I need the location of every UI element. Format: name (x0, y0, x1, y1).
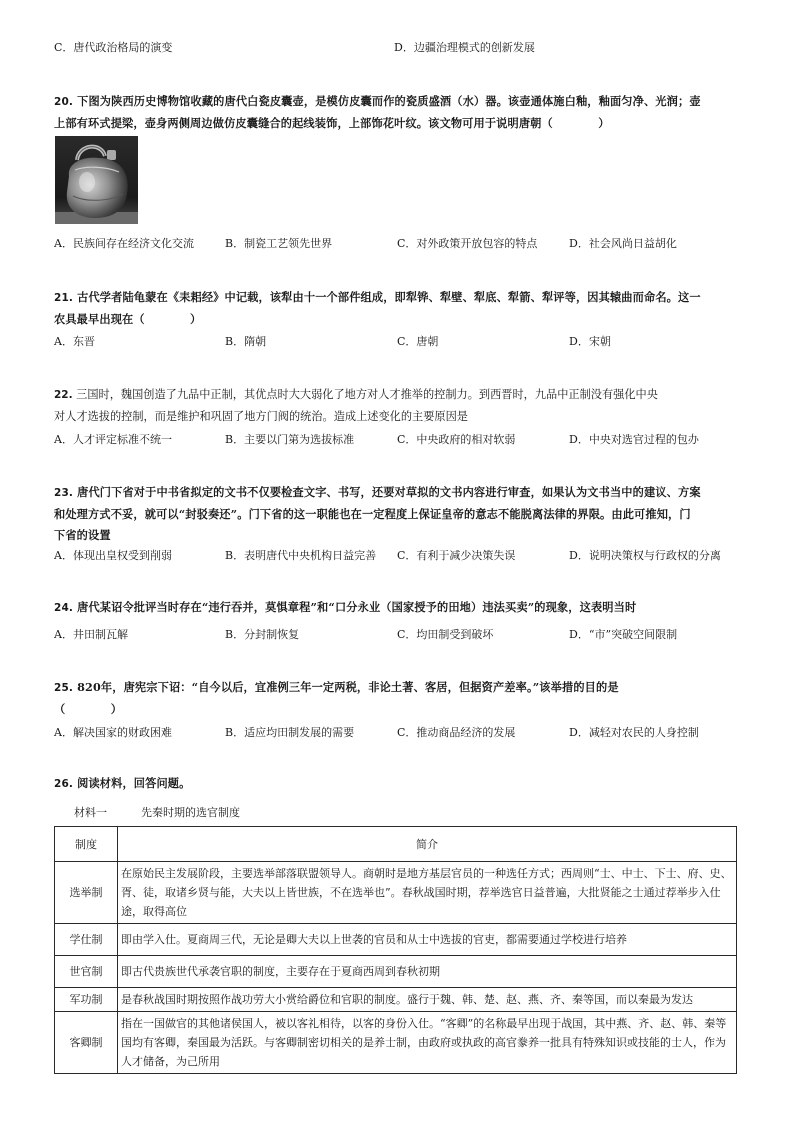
row-system-desc: 在原始民主发展阶段，主要选举部落联盟领导人。商朝时是地方基层官员的一种选任方式；西周则“士、中士、下士、府、史、胥、徒，取诸乡贤与能，大夫以上皆世族，不在选举也”。春秋战国时期，荐举选官日益普遍，大批贤能之士通过荐举步入仕途，取得高位 (118, 862, 737, 924)
q24-option-d[interactable]: D．“市”突破空间限制 (569, 628, 678, 641)
table-row (55, 1012, 737, 1074)
q24-options (54, 626, 754, 642)
q21-option-a[interactable]: A．东晋 (54, 335, 95, 348)
q25-stem-line1: 820年，唐宪宗下诏：“自今以后，宜准例三年一定两税，非论土著、客居，但据资产差率。”该举措的目的是 (77, 680, 619, 694)
row-system-name: 选举制 (55, 862, 118, 924)
selection-system-table (54, 826, 737, 1074)
q22-stem (54, 384, 744, 427)
q19-option-c[interactable]: C．唐代政治格局的演变 (54, 41, 173, 54)
q24-option-b[interactable]: B．分封制恢复 (225, 628, 300, 641)
q21-option-c[interactable]: C．唐朝 (397, 335, 439, 348)
table-header-intro: 简介 (118, 827, 737, 862)
q26-stem (54, 773, 744, 795)
row-system-name: 世官制 (55, 956, 118, 988)
table-header-system: 制度 (55, 827, 118, 862)
q24-stem-line1: 唐代某诏令批评当时存在“违行吞并，莫惧章程”和“口分永业（国家授予的田地）违法买卖”的现象，这表明当时 (77, 600, 637, 614)
q26-number: 26. (54, 778, 74, 790)
q21-options (54, 333, 754, 349)
q24-stem (54, 597, 744, 619)
q23-stem-line2: 和处理方式不妥，就可以“封驳奏还”。门下省的这一职能也在一定程度上保证皇帝的意志不能脱离法律的界限。由此可推知，门 (54, 507, 691, 521)
table-row (55, 988, 737, 1012)
white-porcelain-pouch-pot-image (55, 136, 138, 224)
q22-number: 22. (54, 389, 73, 401)
row-system-desc: 即古代贵族世代承袭官职的制度，主要存在于夏商西周到春秋初期 (118, 956, 737, 988)
q20-option-b[interactable]: B．制瓷工艺领先世界 (225, 237, 333, 250)
material-one-heading (74, 804, 240, 820)
q20-number: 20. (54, 96, 74, 108)
q25-options (54, 724, 754, 740)
row-system-desc: 即由学入仕。夏商周三代，无论是卿大夫以上世袭的官员和从士中选拔的官吏，都需要通过学校进行培养 (118, 924, 737, 956)
q25-stem (54, 677, 744, 720)
q23-option-d[interactable]: D．说明决策权与行政权的分离 (569, 549, 721, 562)
q20-option-a[interactable]: A．民族间存在经济文化交流 (54, 237, 194, 250)
q19-options (54, 39, 754, 55)
row-system-desc: 指在一国做官的其他诸侯国人，被以客礼相待，以客的身份入仕。“客卿”的名称最早出现于战国，其中燕、齐、赵、韩、秦等国均有客卿，秦国最为活跃。与客卿制密切相关的是养士制，由政府或执政的高官豢养一批具有特殊知识或技能的士人，作为人才储备，为己所用 (118, 1012, 737, 1074)
material-label: 材料一 (74, 806, 107, 819)
q25-option-a[interactable]: A．解决国家的财政困难 (54, 726, 172, 739)
material-title: 先秦时期的选官制度 (141, 806, 240, 819)
q23-options (54, 547, 754, 563)
row-system-name: 客卿制 (55, 1012, 118, 1074)
q22-option-d[interactable]: D．中央对选官过程的包办 (569, 433, 699, 446)
table-row (55, 862, 737, 924)
q20-option-d[interactable]: D．社会风尚日益胡化 (569, 237, 677, 250)
q20-option-c[interactable]: C．对外政策开放包容的特点 (397, 237, 538, 250)
q19-option-d[interactable]: D．边疆治理模式的创新发展 (394, 41, 535, 54)
q20-options (54, 235, 754, 251)
q22-option-c[interactable]: C．中央政府的相对软弱 (397, 433, 516, 446)
q25-number: 25. (54, 682, 74, 694)
q25-option-d[interactable]: D．减轻对农民的人身控制 (569, 726, 699, 739)
q23-stem-line3: 下省的设置 (54, 528, 111, 542)
q23-stem-line1: 唐代门下省对于中书省拟定的文书不仅要检查文字、书写，还要对草拟的文书内容进行审查，如果认为文书当中的建议、方案 (77, 485, 701, 499)
q21-stem-line1: 古代学者陆龟蒙在《耒耜经》中记载，该犁由十一个部件组成，即犁铧、犁壁、犁底、犁箭、犁评等，因其辕曲而命名。这一 (77, 290, 701, 304)
row-system-name: 学仕制 (55, 924, 118, 956)
q23-stem (54, 482, 744, 546)
q21-number: 21. (54, 292, 74, 304)
q20-stem (54, 91, 744, 134)
q20-stem-line2: 上部有环式提梁，壶身两侧周边做仿皮囊缝合的起线装饰，上部饰花叶纹。该文物可用于说明唐朝（ ） (54, 116, 610, 130)
q26-stem-text: 阅读材料，回答问题。 (77, 776, 191, 790)
q21-stem-line2: 农具最早出现在（ ） (54, 312, 202, 326)
q23-option-c[interactable]: C．有利于减少决策失误 (397, 549, 516, 562)
q24-option-c[interactable]: C．均田制受到破坏 (397, 628, 494, 641)
q25-option-b[interactable]: B．适应均田制发展的需要 (225, 726, 355, 739)
q23-number: 23. (54, 487, 74, 499)
q22-stem-line2: 对人才选拔的控制，而是维护和巩固了地方门阀的统治。造成上述变化的主要原因是 (54, 410, 468, 423)
table-header-row (55, 827, 737, 862)
q21-stem (54, 287, 744, 330)
row-system-desc: 是春秋战国时期按照作战功劳大小赏给爵位和官职的制度。盛行于魏、韩、楚、赵、燕、齐、秦等国，而以秦最为发达 (118, 988, 737, 1012)
q22-stem-line1: 三国时，魏国创造了九品中正制，其优点时大大弱化了地方对人才推举的控制力。到西晋时，九品中正制没有强化中央 (76, 388, 658, 401)
q24-option-a[interactable]: A．井田制瓦解 (54, 628, 128, 641)
q22-option-b[interactable]: B．主要以门第为选拔标准 (225, 433, 355, 446)
row-system-name: 军功制 (55, 988, 118, 1012)
q21-option-b[interactable]: B．隋朝 (225, 335, 267, 348)
q20-stem-line1: 下图为陕西历史博物馆收藏的唐代白瓷皮囊壶，是模仿皮囊而作的瓷质盛酒（水）器。该壶通体施白釉，釉面匀净、光润；壶 (77, 94, 701, 108)
q25-stem-line2: （ ） (54, 702, 123, 716)
q23-option-b[interactable]: B．表明唐代中央机构日益完善 (225, 549, 377, 562)
q25-option-c[interactable]: C．推动商品经济的发展 (397, 726, 516, 739)
q24-number: 24. (54, 602, 74, 614)
q22-options (54, 431, 754, 447)
q22-option-a[interactable]: A．人才评定标准不统一 (54, 433, 172, 446)
q21-option-d[interactable]: D．宋朝 (569, 335, 611, 348)
table-row (55, 924, 737, 956)
porcelain-pot-photo (55, 136, 138, 224)
table-row (55, 956, 737, 988)
q23-option-a[interactable]: A．体现出皇权受到削弱 (54, 549, 172, 562)
